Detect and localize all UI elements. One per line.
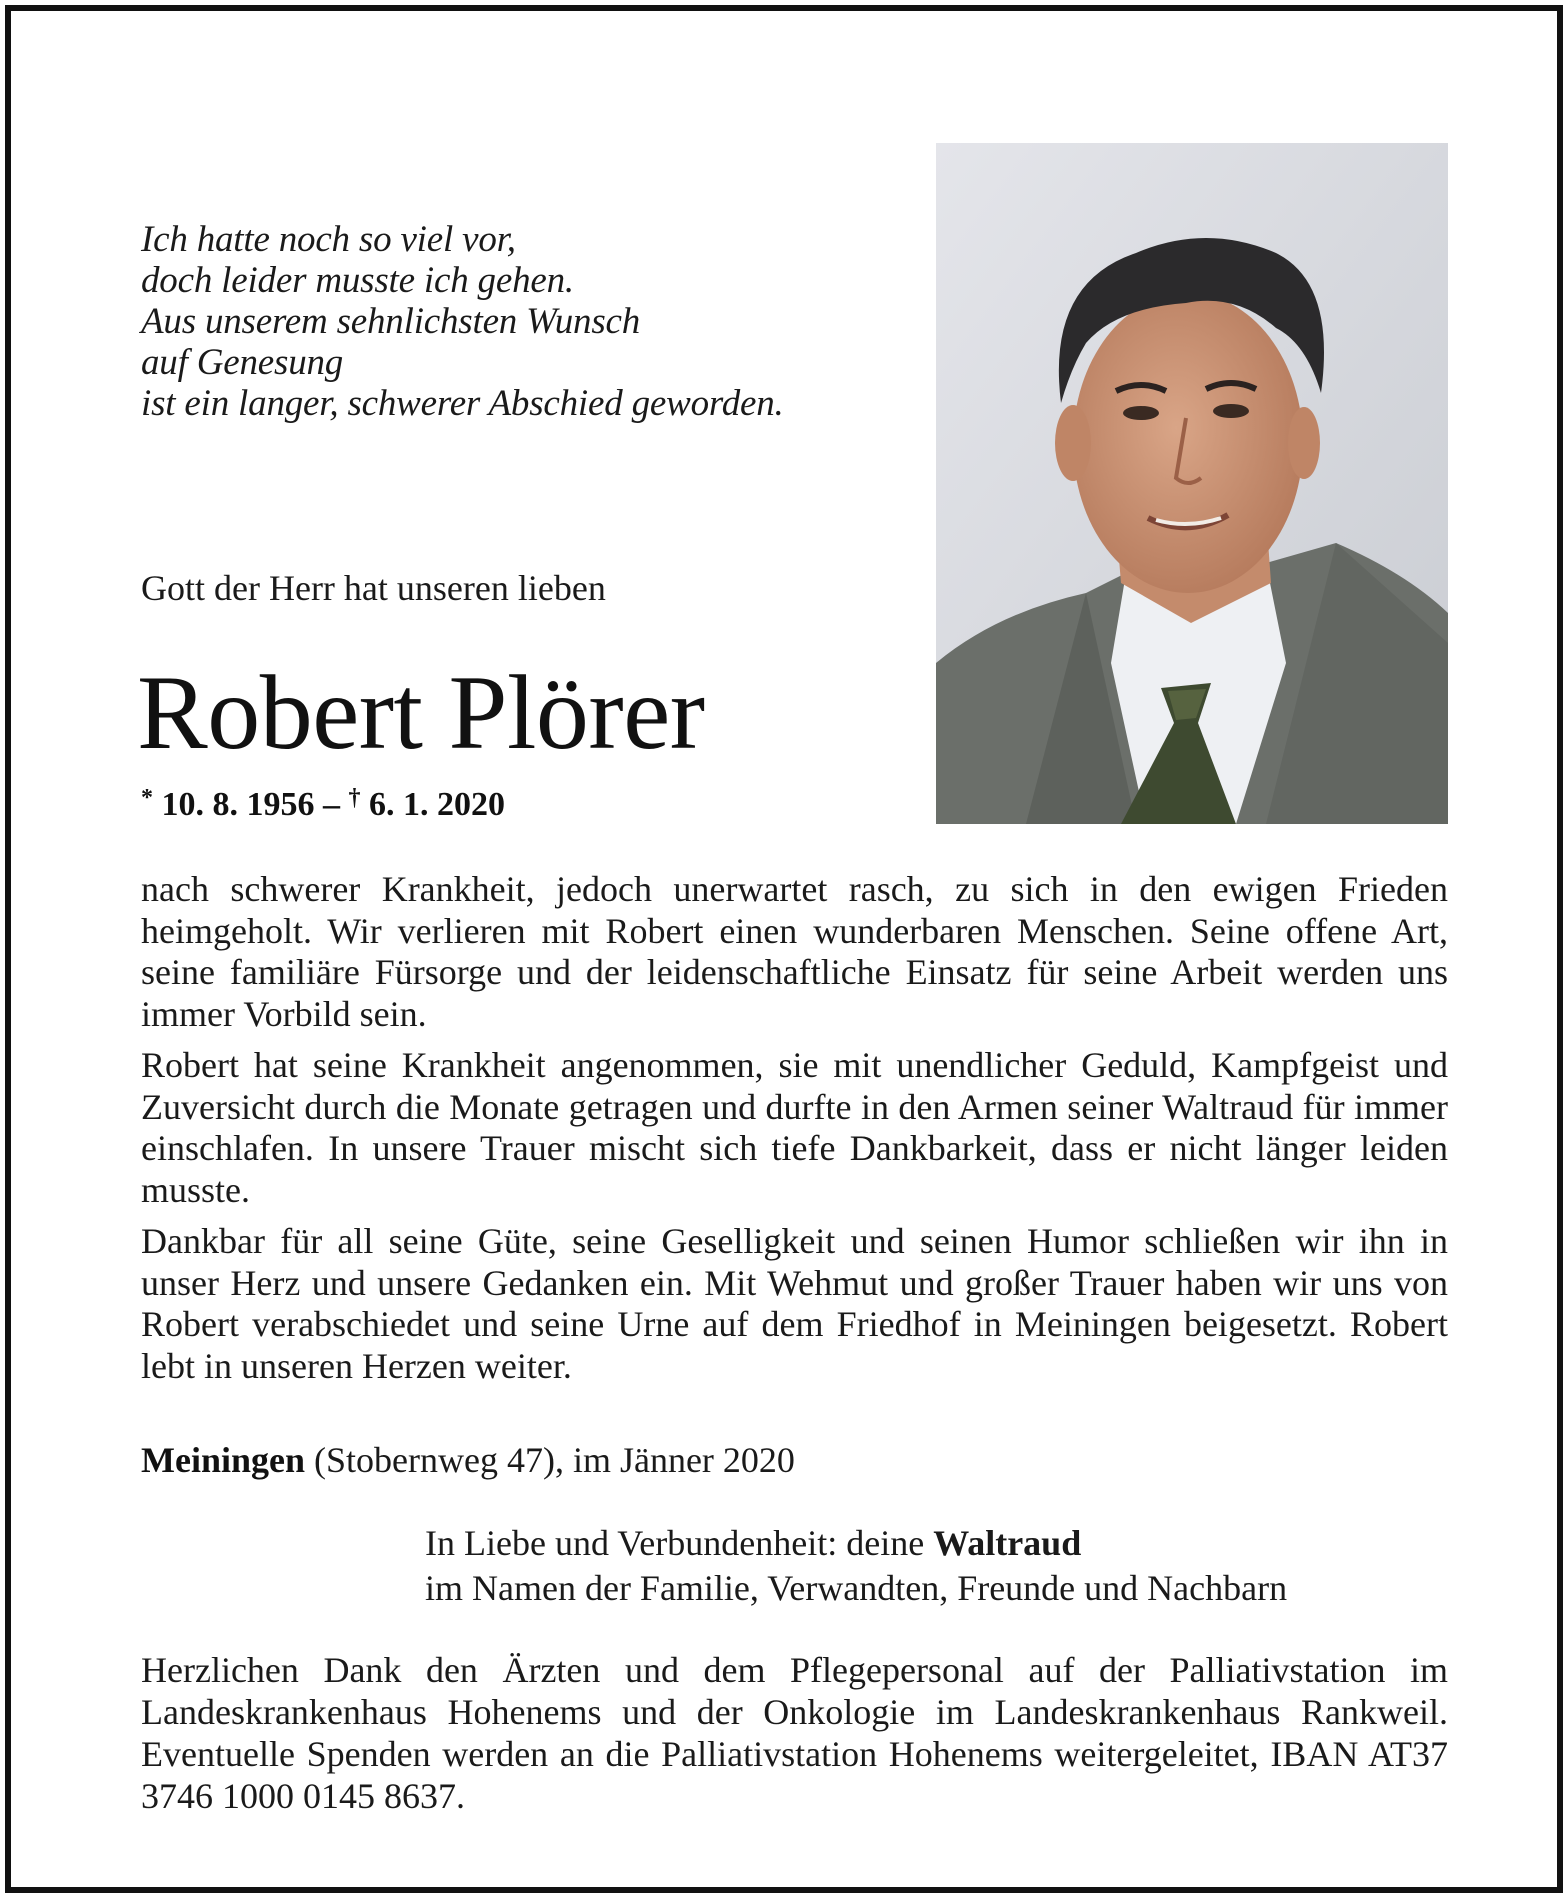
body-paragraph: Robert hat seine Krankheit angenommen, sie mit unendlicher Geduld, Kampfgeist und Zuversicht durch die Monate getragen und durfte in den Armen seiner Waltraud für immer einschlafen. In unsere Trauer mischt sich tiefe Dankbarkeit, dass er nicht länger leiden musste.: [141, 1045, 1448, 1210]
memorial-poem: [141, 219, 901, 424]
date-separator: –: [323, 786, 340, 823]
body-paragraph: nach schwerer Krankheit, jedoch unerwartet rasch, zu sich in den ewigen Frieden heimgeholt. Wir verlieren mit Robert einen wunderbaren Menschen. Seine offene Art, seine familiäre Fürsorge und der leidenschaftliche Einsatz für seine Arbeit werden uns immer Vorbild sein.: [141, 869, 1448, 1034]
place-town: Meiningen: [141, 1440, 306, 1480]
signature-line-1: [425, 1521, 1455, 1566]
poem-line: Aus unserem sehnlichsten Wunsch: [141, 301, 641, 342]
poem-line: Ich hatte noch so viel vor,: [141, 219, 516, 260]
life-dates: [141, 785, 505, 824]
deceased-name: Robert Plörer: [137, 654, 705, 771]
birth-date: 10. 8. 1956: [161, 786, 315, 823]
poem-line: ist ein langer, schwerer Abschied geworden.: [141, 383, 784, 424]
birth-symbol: *: [141, 785, 153, 811]
poem-line: doch leider musste ich gehen.: [141, 260, 574, 301]
intro-text: Gott der Herr hat unseren lieben: [141, 568, 606, 608]
obituary-body: [141, 869, 1448, 1397]
body-paragraph: Dankbar für all seine Güte, seine Geselligkeit und seinen Humor schließen wir ihn in unser Herz und unsere Gedanken ein. Mit Wehmut und großer Trauer haben wir uns von Robert verabschiedet und seine Urne auf dem Friedhof in Meiningen beigesetzt. Robert lebt in unseren Herzen weiter.: [141, 1221, 1448, 1386]
death-symbol: †: [348, 785, 361, 811]
death-date: 6. 1. 2020: [369, 786, 505, 823]
place-and-date: [141, 1439, 795, 1481]
signature-line-2: im Namen der Familie, Verwandten, Freunde und Nachbarn: [425, 1568, 1288, 1608]
thanks-paragraph: Herzlichen Dank den Ärzten und dem Pflegepersonal auf der Palliativstation im Landeskrankenhaus Hohenems und der Onkologie im Landeskrankenhaus Rankweil. Eventuelle Spenden werden an die Palliativstation Hohenems weitergeleitet, IBAN AT37 3746 1000 0145 8637.: [141, 1650, 1448, 1816]
signature-name: Waltraud: [933, 1523, 1082, 1563]
portrait-illustration: [936, 143, 1448, 824]
obituary-frame: [5, 5, 1563, 1893]
signature-block: [425, 1521, 1455, 1611]
poem-line: auf Genesung: [141, 342, 344, 383]
signature-prefix: In Liebe und Verbundenheit: deine: [425, 1523, 934, 1563]
place-detail: (Stobernweg 47), im Jänner 2020: [305, 1440, 795, 1480]
portrait-photo: [936, 143, 1448, 824]
